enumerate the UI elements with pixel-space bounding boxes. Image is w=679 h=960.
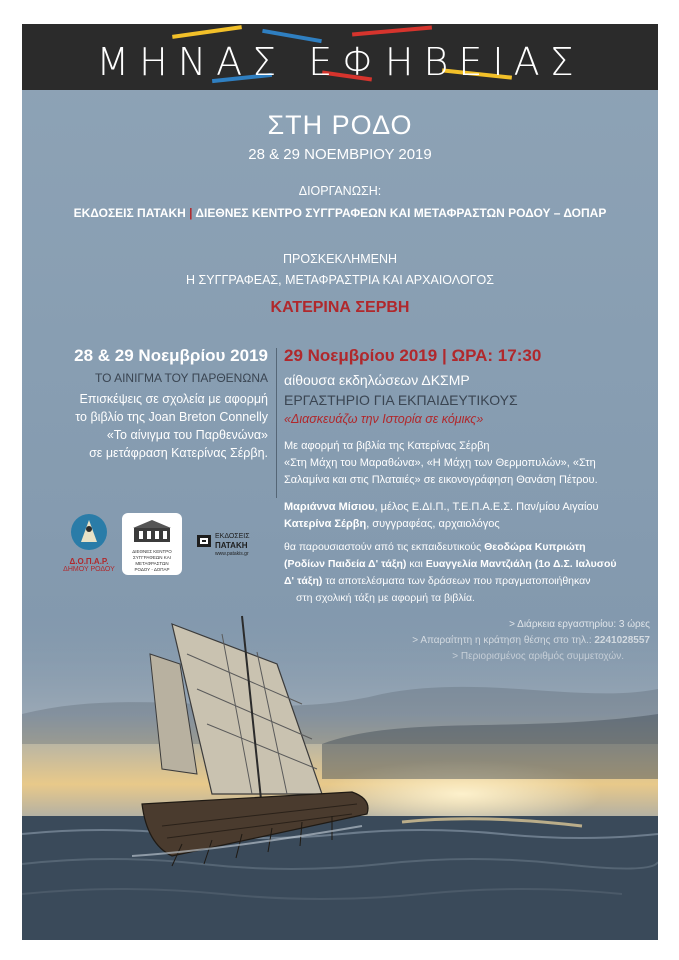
speaker-2 — [284, 516, 654, 533]
dopar-line-1: Δ.Ο.Π.Α.Ρ. — [69, 557, 109, 566]
left-event-line2: το βιβλίο της Joan Breton Connelly — [75, 410, 268, 424]
center-line-3: ΡΟΔΟΥ - ΔΟΠΑΡ — [134, 567, 170, 572]
dopar-emblem-icon — [69, 512, 109, 552]
right-event-subtitle: «Διασκευάζω την Ιστορία σε κόμικς» — [284, 412, 484, 426]
column-divider — [276, 348, 277, 498]
patakis-url: www.patakis.gr — [215, 551, 249, 557]
ship-illustration — [22, 594, 658, 940]
patakis-emblem-icon — [196, 532, 212, 550]
center-line-2: ΣΥΓΓΡΑΦΕΩΝ ΚΑΙ ΜΕΤΑΦΡΑΣΤΩΝ — [133, 555, 171, 566]
left-event-title: ΤΟ ΑΙΝΙΓΜΑ ΤΟΥ ΠΑΡΘΕΝΩΝΑ — [94, 371, 268, 385]
poster — [22, 24, 658, 940]
desc-line-2: «Στη Μάχη του Μαραθώνα», «Η Μάχη των Θερμοπυλών», «Στη — [284, 457, 596, 469]
center-line-1: ΔΙΕΘΝΕΣ ΚΕΝΤΡΟ — [132, 549, 172, 554]
organizer-separator: | — [189, 206, 193, 220]
presentation-line-2 — [284, 556, 654, 573]
left-event-dates: 28 & 29 Νοεμβρίου 2019 — [74, 346, 268, 365]
presentation-text-g: τα αποτελέσματα των δράσεων που πραγματοποιήθηκαν — [322, 575, 591, 587]
guest-role: Η ΣΥΓΓΡΑΦΕΑΣ, ΜΕΤΑΦΡΑΣΤΡΙΑ ΚΑΙ ΑΡΧΑΙΟΛΟΓΟΣ — [186, 273, 494, 287]
right-event-desc — [284, 438, 654, 489]
banner-title: ΜΗΝΑΣ ΕΦΗΒΕΙΑΣ — [96, 40, 584, 84]
presentation-text-and: και — [406, 558, 426, 570]
left-event-line1: Επισκέψεις σε σχολεία με αφορμή — [79, 392, 268, 406]
left-event-line4: σε μετάφραση Κατερίνας Σέρβη. — [89, 446, 268, 460]
organizer-patakis: ΕΚΔΟΣΕΙΣ ΠΑΤΑΚΗ — [73, 206, 186, 220]
speakers — [284, 499, 654, 533]
presenter-2: Ευαγγελία Μαντζιάλη (1ο Δ.Σ. Ιαλυσού — [425, 558, 617, 570]
patakis-line-2: ΠΑΤΑΚΗ — [215, 541, 248, 550]
guest-label: ΠΡΟΣΚΕΚΛΗΜΕΝΗ — [282, 252, 397, 266]
desc-line-1: Με αφορμή τα βιβλία της Κατερίνας Σέρβη — [284, 440, 490, 452]
left-event-line3: «Το αίνιγμα του Παρθενώνα» — [106, 428, 268, 442]
building-icon — [131, 518, 173, 544]
logo-patakis — [196, 532, 260, 559]
banner-stripe-yellow — [172, 25, 242, 39]
desc-line-3: Σαλαμίνα και στις Πλαταιές» σε εικονογράφηση Θανάση Πέτρου. — [284, 474, 598, 486]
dopar-line-2: ΔΗΜΟΥ ΡΟΔΟΥ — [63, 566, 115, 573]
speaker-2-role: , συγγραφέας, αρχαιολόγος — [366, 518, 500, 530]
guest-name: ΚΑΤΕΡΙΝΑ ΣΕΡΒΗ — [270, 299, 410, 316]
right-event-heading — [284, 346, 654, 366]
speaker-2-name: Κατερίνα Σέρβη — [284, 518, 367, 530]
speaker-1 — [284, 499, 654, 516]
right-event-date: 29 Νοεμβρίου 2019 — [284, 346, 438, 365]
right-event-title: ΕΡΓΑΣΤΗΡΙΟ ΓΙΑ ΕΚΠΑΙΔΕΥΤΙΚΟΥΣ — [284, 392, 518, 408]
speaker-1-role: , μέλος Ε.ΔΙ.Π., Τ.Ε.Π.Α.Ε.Σ. Παν/μίου Αιγαίου — [374, 501, 599, 513]
organizers-line — [22, 206, 658, 220]
right-event-separator: | — [441, 346, 447, 365]
right-event-time: ΩΡΑ: 17:30 — [451, 346, 542, 365]
right-event-venue: αίθουσα εκδηλώσεων ΔΚΣΜΡ — [284, 372, 470, 388]
presenter-2-grade: Δ' τάξη) — [284, 575, 323, 587]
banner-stripe-red — [352, 26, 432, 37]
presenter-1-school: (Ροδίων Παιδεία Δ' τάξη) — [284, 558, 407, 570]
presenter-1: Θεοδώρα Κυπριώτη — [484, 541, 586, 553]
speaker-1-name: Μαριάννα Μίσιου — [284, 501, 375, 513]
organizers-label: ΔΙΟΡΓΑΝΩΣΗ: — [298, 184, 382, 198]
logo-writers-center — [122, 513, 182, 575]
left-event — [36, 346, 268, 460]
logo-dopar — [54, 512, 124, 573]
organizer-center: ΔΙΕΘΝΕΣ ΚΕΝΤΡΟ ΣΥΓΓΡΑΦΕΩΝ ΚΑΙ ΜΕΤΑΦΡΑΣΤΩΝ ΡΟΔΟΥ – ΔΟΠΑΡ — [195, 206, 607, 220]
presentation-line-1 — [284, 539, 654, 556]
banner — [22, 24, 658, 90]
presentation-text-a: θα παρουσιαστούν από τις εκπαιδευτικούς — [284, 541, 485, 553]
location-title: ΣΤΗ ΡΟΔΟ — [267, 110, 413, 140]
presentation-line-3 — [284, 573, 654, 590]
dates-subtitle: 28 & 29 ΝΟΕΜΒΡΙΟΥ 2019 — [248, 146, 432, 163]
patakis-line-1: ΕΚΔΟΣΕΙΣ — [215, 533, 250, 540]
